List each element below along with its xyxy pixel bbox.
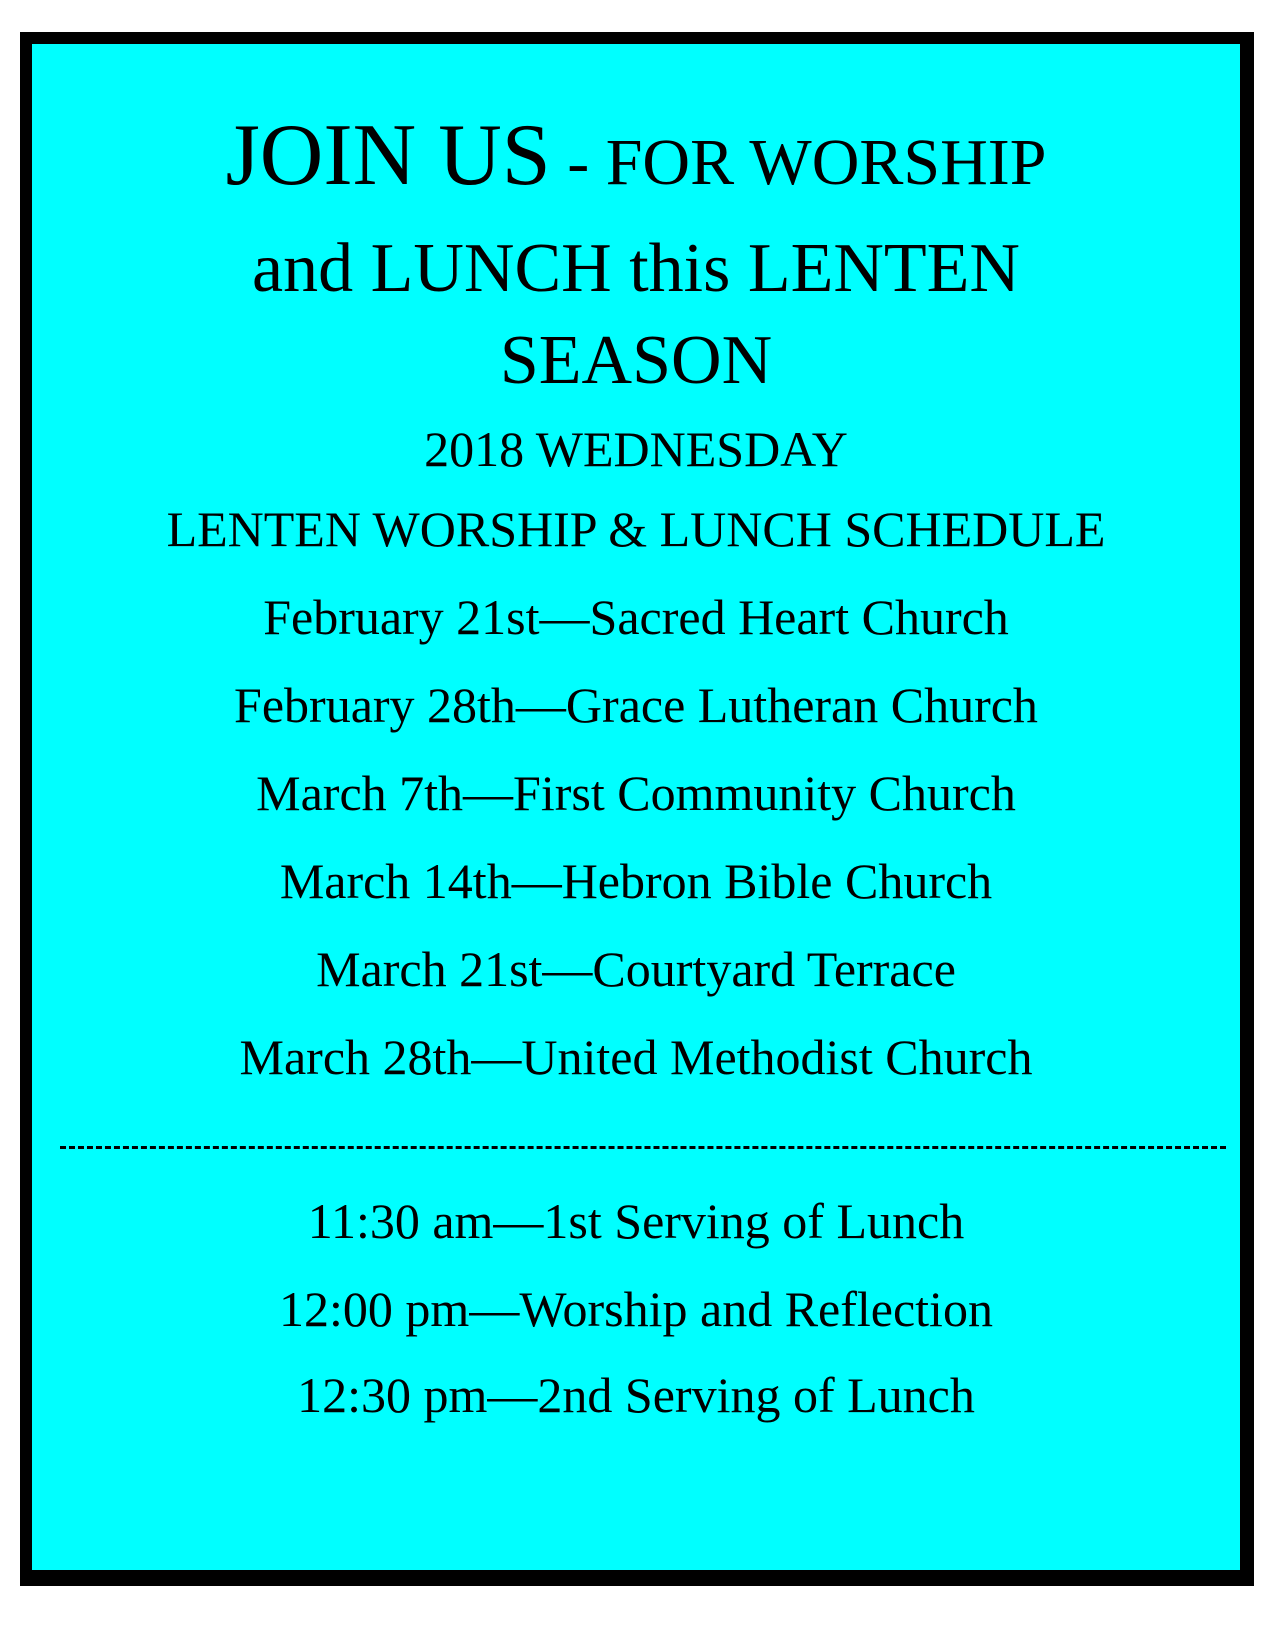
schedule-item: February 28th—Grace Lutheran Church: [234, 677, 1038, 733]
headline-for-worship: FOR WORSHIP: [605, 126, 1047, 199]
lenten-flyer: [20, 32, 1254, 1586]
schedule-item: March 7th—First Community Church: [256, 765, 1016, 821]
time-item: 12:00 pm—Worship and Reflection: [279, 1281, 993, 1337]
schedule-item: March 28th—United Methodist Church: [239, 1029, 1033, 1085]
schedule-item: March 14th—Hebron Bible Church: [279, 853, 993, 909]
schedule-item: March 21st—Courtyard Terrace: [316, 941, 956, 997]
time-item: 11:30 am—1st Serving of Lunch: [307, 1193, 965, 1249]
subheader-title: LENTEN WORSHIP & LUNCH SCHEDULE: [166, 501, 1106, 557]
subheader-year: 2018 WEDNESDAY: [424, 421, 848, 477]
headline-separator: -: [550, 126, 606, 199]
schedule-item: February 21st—Sacred Heart Church: [263, 589, 1009, 645]
headline-join-us: JOIN US: [225, 107, 551, 204]
headline-line-1: [32, 107, 1240, 204]
section-divider: [60, 1146, 1226, 1149]
headline-line-3: SEASON: [499, 322, 773, 399]
time-item: 12:30 pm—2nd Serving of Lunch: [297, 1367, 975, 1423]
headline-line-2: and LUNCH this LENTEN: [252, 230, 1020, 307]
